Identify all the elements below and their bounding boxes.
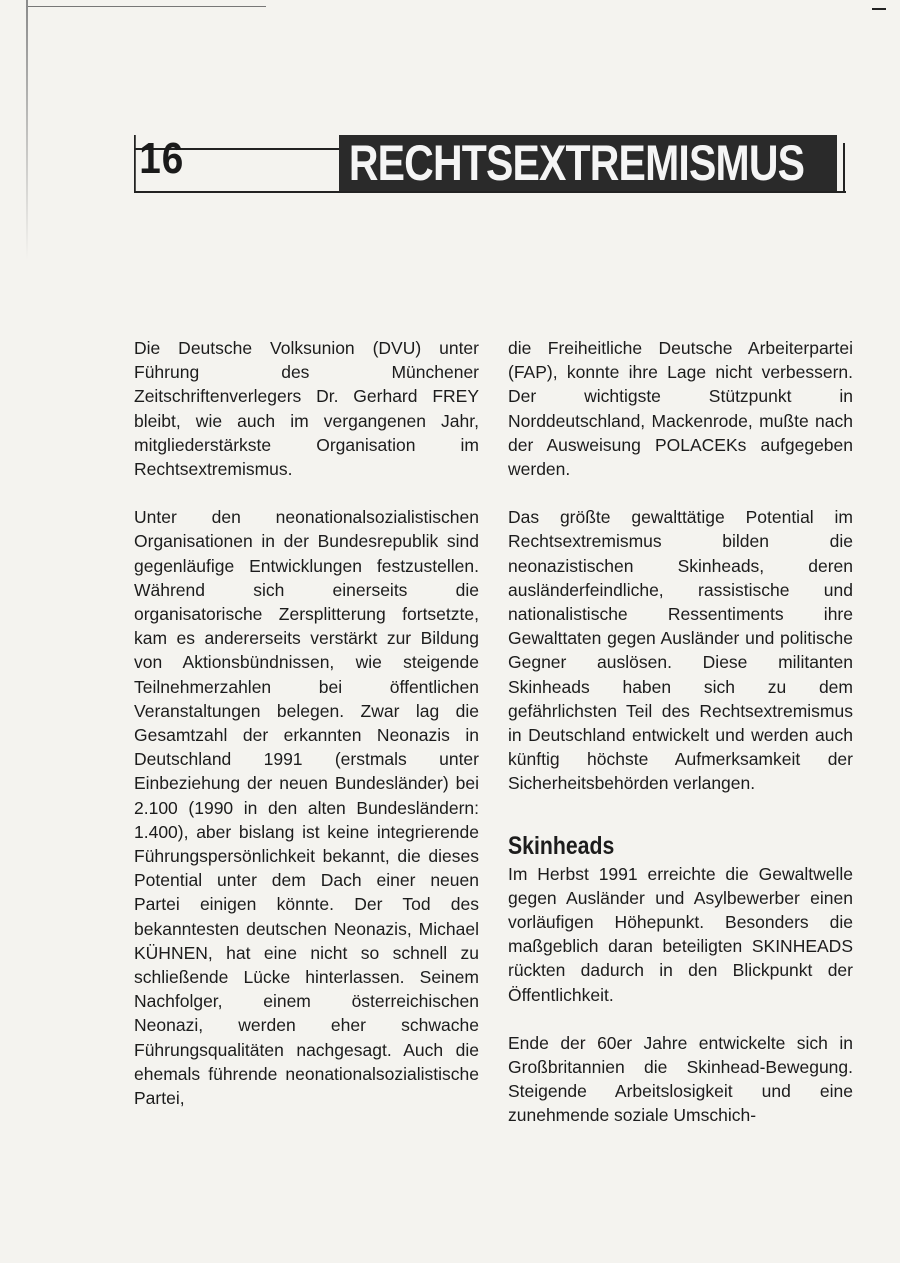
paragraph-autumn-1991: Im Herbst 1991 erreichte die Gewaltwelle gegen Ausländer und Asylbewerber einen vorläufigen Höhepunkt. Besonders die maßgeblich daran beteiligten SKINHEADS rückten dadurch in den Blickpunkt der Öffentlichkeit. xyxy=(508,863,853,1005)
chapter-header xyxy=(134,135,846,195)
right-column xyxy=(508,336,853,1152)
page-top-edge xyxy=(26,6,266,7)
paragraph-skinhead-origins: Ende der 60er Jahre entwickelte sich in Großbritannien die Skinhead-Bewegung. Steigende Arbeitslosigkeit und eine zunehmende soziale Umschich- xyxy=(508,1032,853,1126)
paragraph-dvu: Die Deutsche Volksunion (DVU) unter Führung des Münchener Zeitschriftenverlegers Dr. Gerhard FREY bleibt, wie auch im vergangenen Jahr, mitgliederstärkste Organisation im Rechtsextremismus. xyxy=(134,338,479,480)
header-baseline xyxy=(134,191,846,193)
corner-mark xyxy=(872,8,886,10)
left-column xyxy=(134,336,479,1134)
paragraph-fap: die Freiheitliche Deutsche Arbeiterpartei (FAP), konnte ihre Lage nicht verbessern. Der wichtigste Stützpunkt in Norddeutschland, Mackenrode, mußte nach der Ausweisung POLACEKs aufgegeben werden. xyxy=(508,338,853,480)
paragraph-neonazi-organisations: Unter den neonationalsozialistischen Organisationen in der Bundesrepublik sind gegenläufige Entwicklungen festzustellen. Während sich einerseits die organisatorische Zersplitterung fortsetzte, kam es andererseits verstärkt zur Bildung von Aktionsbündnissen, wie steigende Teilnehmerzahlen bei öffentlichen Veranstaltungen belegen. Zwar lag die Gesamtzahl der erkannten Neonazis in Deutschland 1991 (erstmals unter Einbeziehung der neuen Bundesländer) bei 2.100 (1990 in den alten Bundesländern: 1.400), aber bislang ist keine integrierende Führungspersönlichkeit bekannt, die dieses Potential unter dem Dach einer neuen Partei einigen könnte. Der Tod des bekanntesten deutschen Neonazis, Michael KÜHNEN, hat eine nicht so schnell zu schließende Lücke hinterlassen. Seinem Nachfolger, einem österreichischen Neonazi, werden eher schwache Führungsqualitäten nachgesagt. Auch die ehemals führende neonationalsozialistische Partei, xyxy=(134,507,479,1109)
page-left-edge xyxy=(26,0,28,260)
chapter-title: RECHTSEXTREMISMUS xyxy=(348,135,805,191)
chapter-title-box xyxy=(339,135,837,191)
paragraph-violent-potential: Das größte gewalttätige Potential im Rechtsextremismus bilden die neonazistischen Skinheads, deren ausländerfeindliche, rassistische und nationalistische Ressentiments ihre Gewalttaten gegen Ausländer und politische Gegner auslösen. Diese militanten Skinheads haben sich zu dem gefährlichsten Teil des Rechtsextremismus in Deutschland entwickelt und werden auch künftig höchste Aufmerksamkeit der Sicherheitsbehörden verlangen. xyxy=(508,507,853,794)
section-heading-skinheads: Skinheads xyxy=(508,831,615,860)
chapter-number: 16 xyxy=(134,135,199,191)
